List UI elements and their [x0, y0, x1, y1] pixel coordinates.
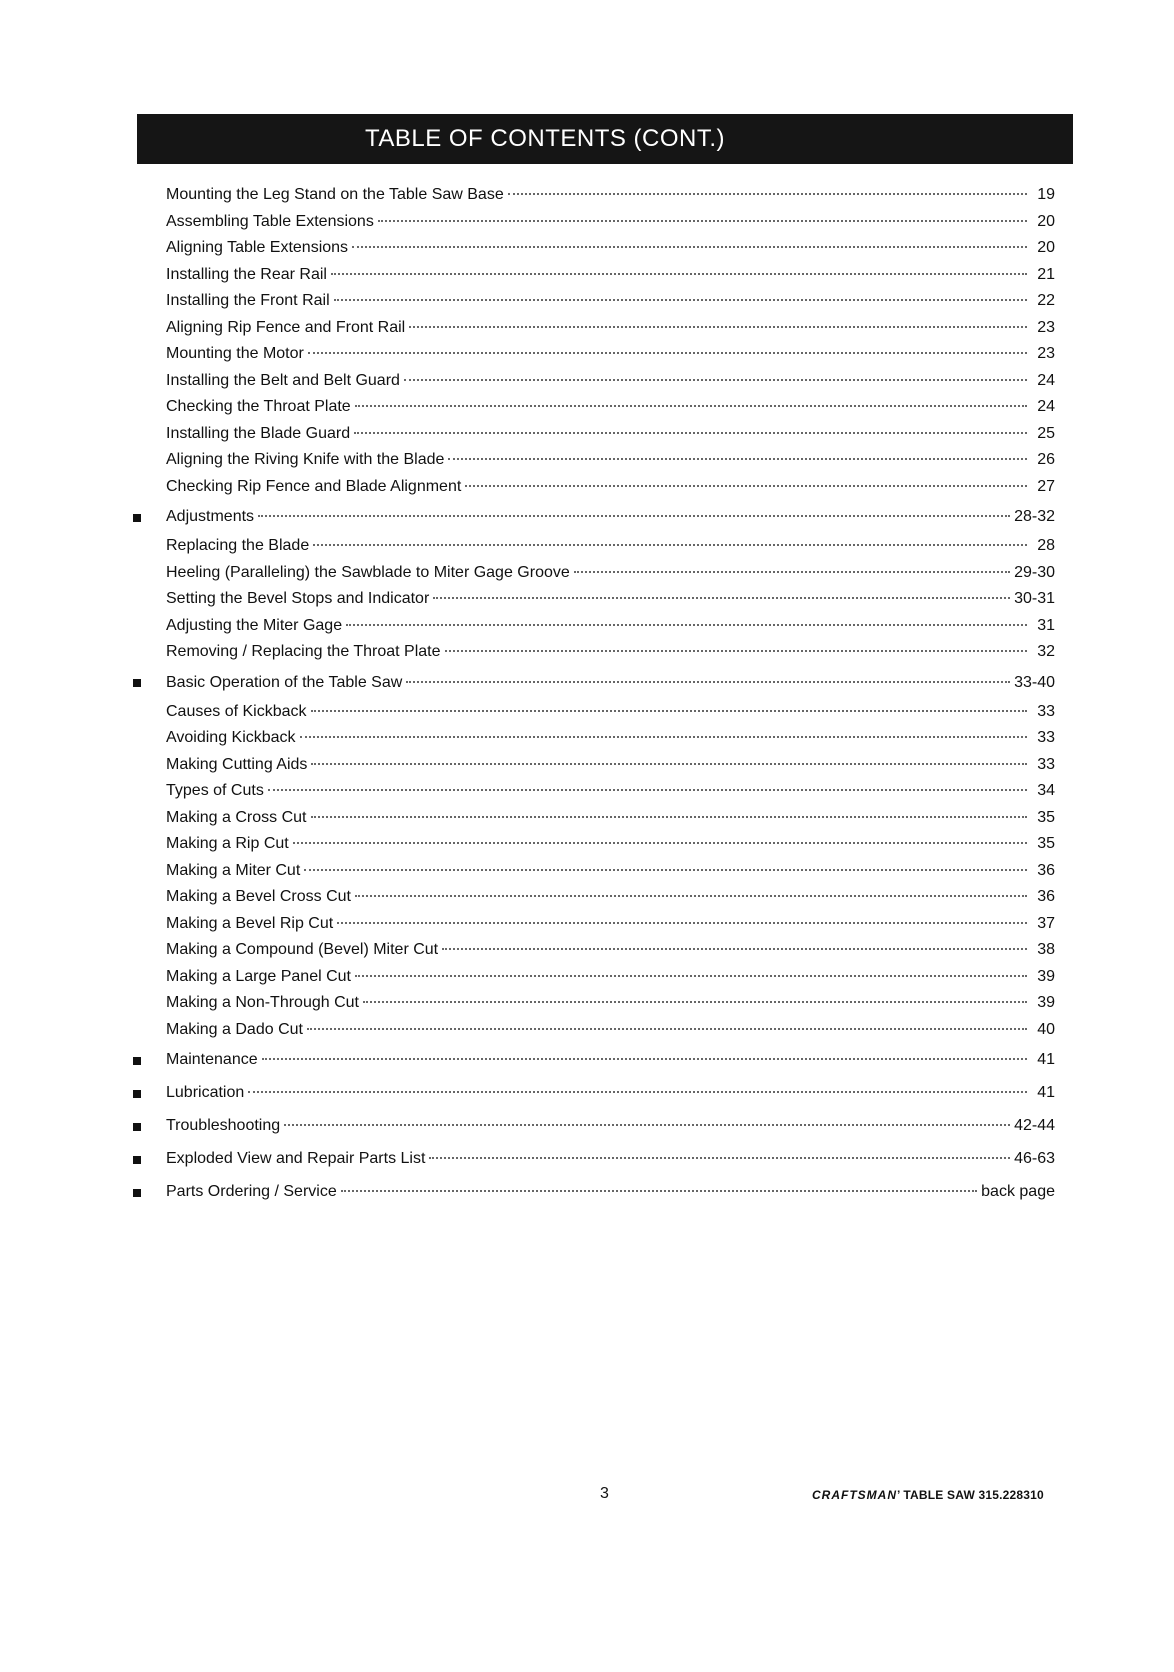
toc-entry-page: 40	[1037, 1020, 1055, 1038]
toc-entry-page: 19	[1037, 186, 1055, 203]
toc-subsection-row	[120, 613, 1055, 640]
toc-entry-page: 25	[1037, 424, 1055, 442]
dot-leader	[262, 1058, 1027, 1060]
toc-subsection-row	[120, 964, 1055, 991]
toc-entry-page: 33	[1037, 702, 1055, 720]
bullet-square-icon	[133, 514, 141, 522]
toc-entry-page: 28-32	[1014, 508, 1055, 525]
toc-entry-title: Basic Operation of the Table Saw	[166, 673, 403, 691]
toc-subsection-row	[120, 394, 1055, 421]
toc-subsection-row	[120, 533, 1055, 560]
toc-subsection-row	[120, 447, 1055, 474]
dot-leader	[465, 485, 1027, 487]
toc-entry-title: Making a Non-Through Cut	[166, 994, 359, 1011]
dot-leader	[341, 1190, 977, 1192]
dot-leader	[248, 1091, 1027, 1093]
dot-leader	[331, 273, 1027, 275]
toc-section-row	[120, 500, 1055, 533]
toc-entry-page: 22	[1037, 292, 1055, 309]
toc-entry-page: 26	[1037, 451, 1055, 468]
dot-leader	[313, 544, 1027, 546]
toc-entry-title: Installing the Blade Guard	[166, 424, 351, 442]
dot-leader	[293, 842, 1027, 844]
brand-name: CRAFTSMAN	[812, 1488, 897, 1502]
toc-entry-page: 35	[1037, 808, 1055, 826]
toc-entry-title: Adjusting the Miter Gage	[166, 616, 343, 634]
toc-subsection-row	[120, 911, 1055, 938]
dot-leader	[346, 624, 1027, 626]
toc-entry-page: 33	[1037, 755, 1055, 773]
toc-section-row	[120, 1175, 1055, 1208]
table-of-contents	[120, 182, 1055, 1208]
toc-entry-title: Making a Rip Cut	[166, 835, 289, 852]
toc-subsection-row	[120, 209, 1055, 236]
toc-entry-title: Adjustments	[166, 508, 255, 525]
bullet-square-icon	[133, 1156, 141, 1164]
toc-entry-title: Exploded View and Repair Parts List	[166, 1150, 426, 1167]
footer-page-number: 3	[600, 1485, 609, 1502]
toc-subsection-row	[120, 639, 1055, 666]
dot-leader	[406, 681, 1010, 683]
toc-entry-title: Installing the Front Rail	[166, 292, 330, 309]
dot-leader	[307, 1028, 1027, 1030]
toc-entry-title: Aligning Rip Fence and Front Rail	[166, 318, 406, 336]
toc-entry-page: 24	[1037, 371, 1055, 389]
toc-section-row	[120, 1109, 1055, 1142]
toc-subsection-row	[120, 421, 1055, 448]
toc-entry-page: 23	[1037, 318, 1055, 336]
dot-leader	[258, 515, 1010, 517]
toc-entry-page: 33-40	[1014, 673, 1055, 691]
toc-entry-title: Checking the Throat Plate	[166, 398, 351, 415]
toc-subsection-row	[120, 725, 1055, 752]
toc-entry-title: Parts Ordering / Service	[166, 1183, 337, 1200]
toc-subsection-row	[120, 341, 1055, 368]
toc-entry-page: 33	[1037, 729, 1055, 746]
footer-brand-line	[812, 1488, 1044, 1502]
toc-section-row	[120, 1076, 1055, 1109]
toc-entry-title: Mounting the Motor	[166, 345, 304, 362]
toc-subsection-row	[120, 235, 1055, 262]
toc-entry-title: Making a Bevel Cross Cut	[166, 888, 351, 905]
toc-entry-page: 46-63	[1014, 1150, 1055, 1167]
toc-subsection-row	[120, 884, 1055, 911]
toc-entry-page: 36	[1037, 861, 1055, 879]
toc-entry-page: 24	[1037, 398, 1055, 415]
dot-leader	[378, 220, 1027, 222]
dot-leader	[354, 432, 1027, 434]
toc-entry-title: Heeling (Paralleling) the Sawblade to Miter Gage Groove	[166, 563, 570, 581]
toc-entry-title: Maintenance	[166, 1051, 258, 1068]
toc-section-row	[120, 1142, 1055, 1175]
toc-subsection-row	[120, 474, 1055, 501]
bullet-square-icon	[133, 1090, 141, 1098]
toc-entry-title: Installing the Rear Rail	[166, 265, 327, 283]
toc-subsection-row	[120, 858, 1055, 885]
toc-subsection-row	[120, 560, 1055, 587]
toc-entry-title: Installing the Belt and Belt Guard	[166, 371, 400, 389]
toc-entry-title: Aligning the Riving Knife with the Blade	[166, 451, 445, 468]
dot-leader	[429, 1157, 1010, 1159]
toc-entry-title: Making a Dado Cut	[166, 1020, 303, 1038]
bullet-square-icon	[133, 1189, 141, 1197]
dot-leader	[304, 869, 1027, 871]
toc-entry-title: Removing / Replacing the Throat Plate	[166, 643, 441, 660]
toc-subsection-row	[120, 752, 1055, 779]
toc-entry-title: Troubleshooting	[166, 1117, 281, 1134]
dot-leader	[433, 597, 1010, 599]
dot-leader	[311, 710, 1027, 712]
toc-subsection-row	[120, 288, 1055, 315]
bullet-square-icon	[133, 1057, 141, 1065]
dot-leader	[445, 650, 1027, 652]
dot-leader	[448, 458, 1027, 460]
dot-leader	[334, 299, 1027, 301]
toc-subsection-row	[120, 1017, 1055, 1044]
toc-entry-page: 28	[1037, 537, 1055, 554]
toc-subsection-row	[120, 937, 1055, 964]
dot-leader	[363, 1001, 1027, 1003]
toc-entry-title: Types of Cuts	[166, 782, 264, 799]
toc-entry-title: Making a Bevel Rip Cut	[166, 914, 334, 932]
toc-entry-page: 27	[1037, 477, 1055, 495]
toc-section-row	[120, 1043, 1055, 1076]
toc-entry-page: 23	[1037, 345, 1055, 362]
toc-entry-page: 39	[1037, 967, 1055, 985]
toc-entry-page: 38	[1037, 941, 1055, 958]
dot-leader	[355, 405, 1027, 407]
dot-leader	[409, 326, 1027, 328]
toc-entry-page: 32	[1037, 643, 1055, 660]
toc-subsection-row	[120, 262, 1055, 289]
toc-entry-page: 37	[1037, 914, 1055, 932]
toc-entry-title: Making a Large Panel Cut	[166, 967, 351, 985]
toc-subsection-row	[120, 831, 1055, 858]
toc-entry-title: Making a Cross Cut	[166, 808, 307, 826]
toc-entry-title: Making a Compound (Bevel) Miter Cut	[166, 941, 439, 958]
dot-leader	[300, 736, 1027, 738]
dot-leader	[268, 789, 1027, 791]
toc-entry-page: 35	[1037, 835, 1055, 852]
bullet-square-icon	[133, 679, 141, 687]
toc-entry-title: Setting the Bevel Stops and Indicator	[166, 590, 430, 607]
toc-entry-page: 42-44	[1014, 1117, 1055, 1134]
toc-subsection-row	[120, 586, 1055, 613]
toc-entry-page: 41	[1037, 1084, 1055, 1101]
dot-leader	[574, 571, 1010, 573]
toc-entry-page: 41	[1037, 1051, 1055, 1068]
dot-leader	[508, 193, 1027, 195]
toc-entry-page: 20	[1037, 212, 1055, 230]
toc-entry-page: 34	[1037, 782, 1055, 799]
toc-entry-page: 30-31	[1014, 590, 1055, 607]
toc-entry-title: Avoiding Kickback	[166, 729, 296, 746]
toc-entry-page: 39	[1037, 994, 1055, 1011]
toc-entry-title: Mounting the Leg Stand on the Table Saw Base	[166, 186, 504, 203]
toc-entry-title: Assembling Table Extensions	[166, 212, 374, 230]
brand-mark: ’	[897, 1488, 904, 1502]
toc-subsection-row	[120, 368, 1055, 395]
dot-leader	[311, 763, 1027, 765]
toc-entry-page: 31	[1037, 616, 1055, 634]
toc-entry-title: Checking Rip Fence and Blade Alignment	[166, 477, 462, 495]
toc-subsection-row	[120, 699, 1055, 726]
bullet-square-icon	[133, 1123, 141, 1131]
toc-entry-page: 20	[1037, 239, 1055, 256]
toc-section-row	[120, 666, 1055, 699]
toc-header-title: TABLE OF CONTENTS (CONT.)	[364, 125, 726, 152]
toc-entry-title: Aligning Table Extensions	[166, 239, 349, 256]
toc-entry-page: back page	[981, 1183, 1055, 1200]
dot-leader	[442, 948, 1027, 950]
dot-leader	[355, 975, 1027, 977]
dot-leader	[355, 895, 1027, 897]
toc-entry-title: Replacing the Blade	[166, 537, 310, 554]
toc-header	[137, 114, 1073, 164]
dot-leader	[352, 246, 1027, 248]
toc-entry-title: Causes of Kickback	[166, 702, 307, 720]
dot-leader	[404, 379, 1027, 381]
toc-entry-title: Lubrication	[166, 1084, 245, 1101]
dot-leader	[284, 1124, 1010, 1126]
toc-entry-title: Making Cutting Aids	[166, 755, 308, 773]
toc-subsection-row	[120, 805, 1055, 832]
dot-leader	[308, 352, 1027, 354]
toc-subsection-row	[120, 182, 1055, 209]
toc-entry-page: 29-30	[1014, 563, 1055, 581]
dot-leader	[311, 816, 1028, 818]
toc-entry-page: 36	[1037, 888, 1055, 905]
toc-entry-title: Making a Miter Cut	[166, 861, 301, 879]
toc-subsection-row	[120, 990, 1055, 1017]
toc-entry-page: 21	[1037, 265, 1055, 283]
toc-subsection-row	[120, 778, 1055, 805]
dot-leader	[337, 922, 1027, 924]
toc-subsection-row	[120, 315, 1055, 342]
product-name: TABLE SAW 315.228310	[903, 1488, 1044, 1502]
